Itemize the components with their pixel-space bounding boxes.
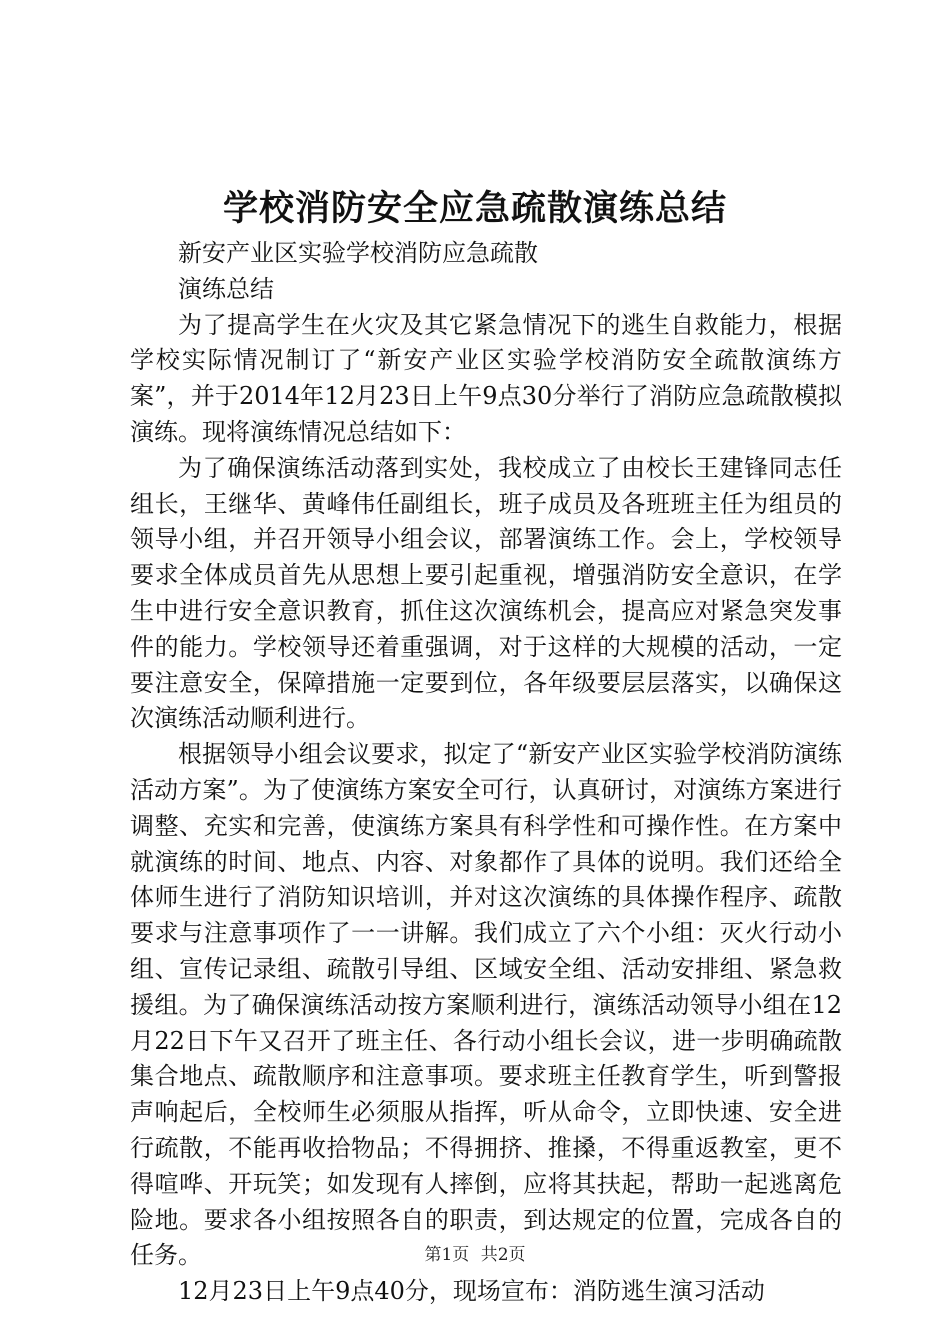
paragraph-organization: 为了确保演练活动落到实处，我校成立了由校长王建锋同志任组长，王继华、黄峰伟任副组长，班子成员及各班班主任为组员的领导小组，并召开领导小组会议，部署演练工作。会上，学校领导要求全体成员首先从思想上要引起重视，增强消防安全意识，在学生中进行安全意识教育，抓住这次演练机会，提高应对紧急突发事件的能力。学校领导还着重强调，对于这样的大规模的活动，一定要注意安全，保障措施一定要到位，各年级要层层落实，以确保这次演练活动顺利进行。 [130,453,842,733]
subtitle-line-1: 新安产业区实验学校消防应急疏散 [178,239,538,267]
paragraph-event-start: 12月23日上午9点40分，现场宣布：消防逃生演习活动 [178,1277,765,1306]
paragraph-plan: 根据领导小组会议要求，拟定了“新安产业区实验学校消防演练活动方案”。为了使演练方案安全可行，认真研讨，对演练方案进行调整、充实和完善，使演练方案具有科学性和可操作性。在方案中就演练的时间、地点、内容、对象都作了具体的说明。我们还给全体师生进行了消防知识培训，并对这次演练的具体操作程序、疏散要求与注意事项作了一一讲解。我们成立了六个小组：灭火行动小组、宣传记录组、疏散引导组、区域安全组、活动安排组、紧急救援组。为了确保演练活动按方案顺利进行，演练活动领导小组在12月22日下午又召开了班主任、各行动小组长会议，进一步明确疏散集合地点、疏散顺序和注意事项。要求班主任教育学生，听到警报声响起后，全校师生必须服从指挥，听从命令，立即快速、安全进行疏散，不能再收拾物品；不得拥挤、推搡，不得重返教室，更不得喧哗、开玩笑；如发现有人摔倒，应将其扶起，帮助一起逃离危险地。要求各小组按照各自的职责，到达规定的位置，完成各自的任务。 [130,740,842,1270]
document-title: 学校消防安全应急疏散演练总结 [222,188,727,229]
page-total: 共2页 [480,1245,526,1265]
page-number: 第1页 [424,1245,470,1265]
paragraph-intro: 为了提高学生在火灾及其它紧急情况下的逃生自救能力，根据学校实际情况制订了“新安产业区实验学校消防安全疏散演练方案”，并于2014年12月23日上午9点30分举行了消防应急疏散模拟演练。现将演练情况总结如下： [130,310,842,446]
page-footer [0,1243,950,1267]
document-body [130,236,842,1310]
subtitle-line-2: 演练总结 [178,274,274,303]
